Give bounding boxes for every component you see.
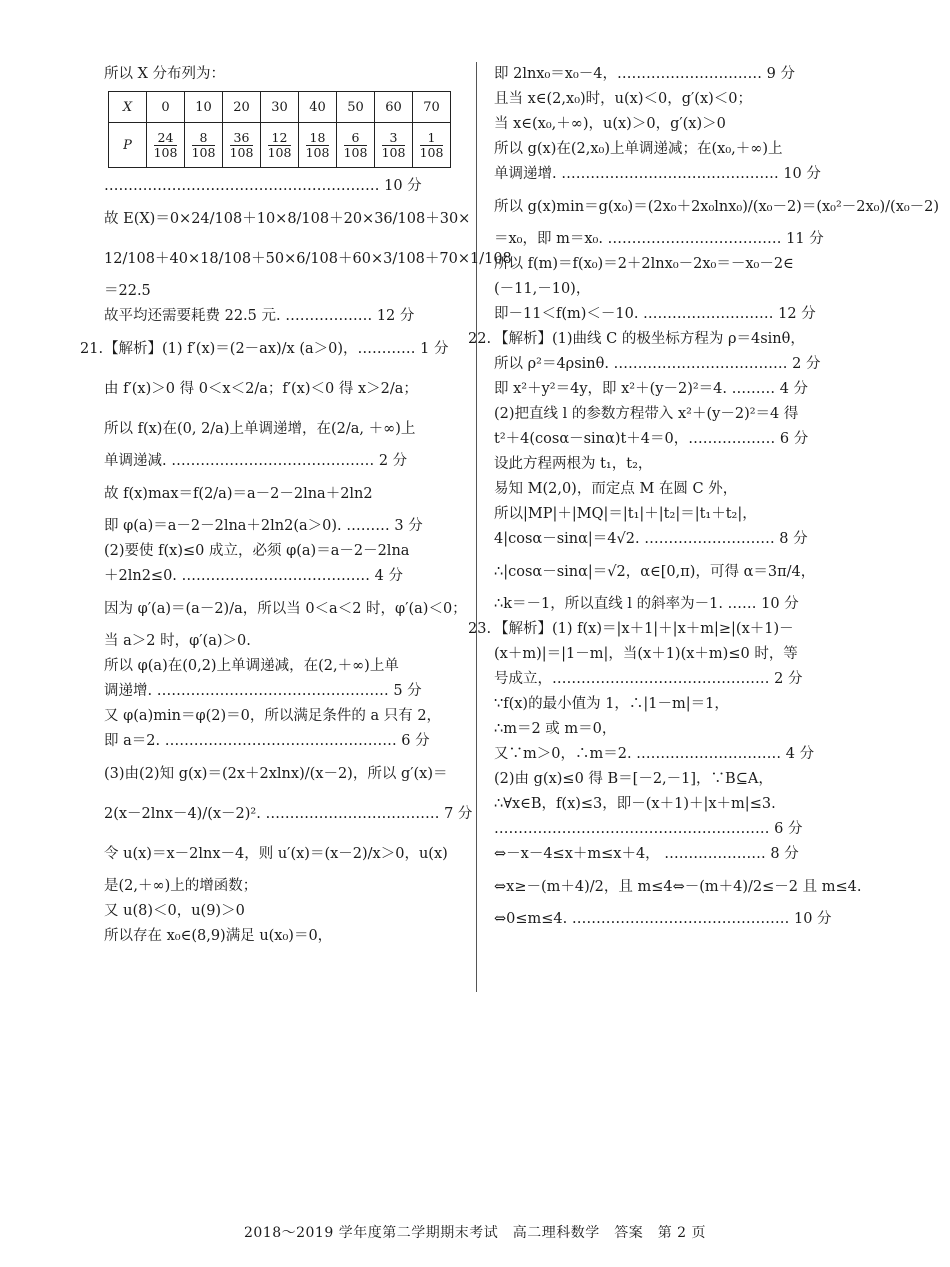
text-line xyxy=(494,642,874,667)
text-line xyxy=(104,174,460,199)
line-text: 易知 M(2,0)，而定点 M 在圆 C 外， xyxy=(494,481,738,497)
question-number: 21. xyxy=(80,341,104,357)
text-line xyxy=(104,564,460,589)
line-text: ∵f(x)的最小值为 1，∴|1－m|＝1， xyxy=(494,696,729,712)
line-text: 所以 g(x)min＝g(x₀)＝(2x₀＋2x₀lnx₀)/(x₀－2)＝(x₀²－2x₀)/(x₀－2) xyxy=(494,199,940,215)
line-text: 调递增. ………………………………………… 5 分 xyxy=(104,683,422,699)
text-line xyxy=(494,767,874,792)
text-line xyxy=(494,907,874,932)
text-line xyxy=(494,667,874,692)
line-text: ∴|cosα－sinα|＝√2，α∈[0,π)，可得 α＝3π/4， xyxy=(494,564,816,580)
line-text: 即 a＝2. ………………………………………… 6 分 xyxy=(104,733,430,749)
line-text: ∴m＝2 或 m＝0， xyxy=(494,721,617,737)
text-line xyxy=(494,277,874,302)
p-denominator: 108 xyxy=(267,144,292,160)
p-value-cell xyxy=(413,123,451,168)
text-line xyxy=(104,874,460,899)
p-row xyxy=(109,123,451,168)
text-line xyxy=(494,527,874,552)
text-line xyxy=(494,187,940,227)
line-text: 是(2,＋∞)上的增函数； xyxy=(104,878,258,894)
text-line xyxy=(104,589,467,629)
x-value-cell: 20 xyxy=(223,92,261,123)
text-line xyxy=(494,137,874,162)
p-denominator: 108 xyxy=(191,144,216,160)
text-line xyxy=(494,742,874,767)
line-text: 2(x－2lnx－4)/(x－2)². ……………………………… 7 分 xyxy=(104,806,473,822)
line-text: 号成立，……………………………………… 2 分 xyxy=(494,671,803,687)
right-content xyxy=(468,62,940,932)
x-value-cell: 40 xyxy=(299,92,337,123)
line-text: 且当 x∈(2,x₀)时，u(x)＜0，g′(x)＜0； xyxy=(494,91,753,107)
text-line xyxy=(104,729,460,754)
text-line xyxy=(468,617,874,642)
p-numerator: 24 xyxy=(154,131,178,146)
text-line xyxy=(104,794,473,834)
line-text: 由 f′(x)＞0 得 0＜x＜2/a；f′(x)＜0 得 x＞2/a； xyxy=(104,381,418,397)
text-line xyxy=(494,552,874,592)
text-line xyxy=(494,427,874,452)
p-numerator: 12 xyxy=(268,131,292,146)
text-line xyxy=(494,842,874,867)
text-line xyxy=(494,717,874,742)
text-line xyxy=(104,514,460,539)
line-text: 故 E(X)＝0×24/108＋10×8/108＋20×36/108＋30× xyxy=(104,211,471,227)
line-text: 又 φ(a)min＝φ(2)＝0，所以满足条件的 a 只有 2， xyxy=(104,708,442,724)
right-column xyxy=(468,62,940,932)
line-text: 设此方程两根为 t₁，t₂， xyxy=(494,456,653,472)
text-line xyxy=(494,377,874,402)
text-line xyxy=(494,62,874,87)
line-text: (－11,－10)， xyxy=(494,281,591,297)
line-text: 又 u(8)＜0，u(9)＞0 xyxy=(104,903,245,919)
p-value-cell xyxy=(223,123,261,168)
line-text: 即－11＜f(m)＜－10. ……………………… 12 分 xyxy=(494,306,816,322)
x-value-cell: 0 xyxy=(147,92,185,123)
p-denominator: 108 xyxy=(381,144,406,160)
p-numerator: 36 xyxy=(230,131,254,146)
page-footer: 2018～2019 学年度第二学期期末考试 高二理科数学 答案 第 2 页 xyxy=(243,1225,706,1241)
p-numerator: 8 xyxy=(192,131,216,146)
text-line xyxy=(104,409,460,449)
p-numerator: 1 xyxy=(420,131,444,146)
line-text: (2)由 g(x)≤0 得 B＝[－2,－1]，∵B⊆A， xyxy=(494,771,773,787)
line-text: ＝22.5 xyxy=(104,283,151,299)
distribution-table xyxy=(108,91,451,168)
text-line xyxy=(494,452,874,477)
p-numerator: 18 xyxy=(306,131,330,146)
p-value-cell xyxy=(337,123,375,168)
text-line xyxy=(494,817,874,842)
p-denominator: 108 xyxy=(305,144,330,160)
text-line xyxy=(494,502,874,527)
text-line xyxy=(494,477,874,502)
text-line xyxy=(104,474,460,514)
x-value-cell: 50 xyxy=(337,92,375,123)
line-text: (2)要使 f(x)≤0 成立，必须 φ(a)＝a－2－2lna xyxy=(104,543,410,559)
line-text: 所以存在 x₀∈(8,9)满足 u(x₀)＝0， xyxy=(104,928,333,944)
text-line xyxy=(494,302,874,327)
table-intro: 所以 X 分布列为： xyxy=(104,66,226,82)
p-denominator: 108 xyxy=(229,144,254,160)
line-text: 故 f(x)max＝f(2/a)＝a－2－2lna＋2ln2 xyxy=(104,486,373,502)
line-text: ＋2ln2≤0. ………………………………… 4 分 xyxy=(104,568,403,584)
text-line xyxy=(494,352,874,377)
line-text: 所以 ρ²＝4ρsinθ. ……………………………… 2 分 xyxy=(494,356,821,372)
line-text: 所以|MP|＋|MQ|＝|t₁|＋|t₂|＝|t₁＋t₂|， xyxy=(494,506,757,522)
x-value-cell: 70 xyxy=(413,92,451,123)
text-line xyxy=(494,87,874,112)
line-text: 所以 φ(a)在(0,2)上单调递减，在(2,＋∞)上单 xyxy=(104,658,399,674)
line-text: ⇔x≥－(m＋4)/2，且 m≤4⇔－(m＋4)/2≤－2 且 m≤4. xyxy=(494,879,862,895)
text-line xyxy=(104,754,460,794)
line-text: ⇔－x－4≤x＋m≤x＋4， ………………… 8 分 xyxy=(494,846,799,862)
text-line xyxy=(494,112,874,137)
text-line xyxy=(494,162,874,187)
line-text: 【解析】(1) f′(x)＝(2－ax)/x (a＞0)，………… 1 分 xyxy=(104,341,449,357)
p-value-cell xyxy=(261,123,299,168)
x-value-cell: 30 xyxy=(261,92,299,123)
line-text: 4|cosα－sinα|＝4√2. ……………………… 8 分 xyxy=(494,531,808,547)
text-line xyxy=(104,704,460,729)
text-line xyxy=(494,867,874,907)
line-text: 又∵m＞0，∴m＝2. ………………………… 4 分 xyxy=(494,746,815,762)
line-text: (x＋m)|＝|1－m|，当(x＋1)(x＋m)≤0 时，等 xyxy=(494,646,798,662)
line-text: (2)把直线 l 的参数方程带入 x²＋(y－2)²＝4 得 xyxy=(494,406,799,422)
line-text: 故平均还需要耗费 22.5 元. ……………… 12 分 xyxy=(104,308,415,324)
line-text: ………………………………………………… 6 分 xyxy=(494,821,803,837)
x-value-cell: 60 xyxy=(375,92,413,123)
line-text: 所以 g(x)在(2,x₀)上单调递减；在(x₀,＋∞)上 xyxy=(494,141,783,157)
p-denominator: 108 xyxy=(419,144,444,160)
p-value-cell xyxy=(375,123,413,168)
line-text: 单调递增. ……………………………………… 10 分 xyxy=(494,166,821,182)
text-line xyxy=(104,304,460,329)
text-line xyxy=(104,199,471,239)
line-text: (3)由(2)知 g(x)＝(2x＋2xlnx)/(x－2)，所以 g′(x)＝ xyxy=(104,766,448,782)
line-text: 【解析】(1) f(x)＝|x＋1|＋|x＋m|≥|(x＋1)－ xyxy=(494,621,794,637)
text-line xyxy=(104,924,460,949)
text-line xyxy=(494,252,874,277)
text-line xyxy=(494,402,874,427)
line-text: 即 x²＋y²＝4y，即 x²＋(y－2)²＝4. ……… 4 分 xyxy=(494,381,809,397)
text-line xyxy=(494,227,874,252)
text-line xyxy=(104,834,460,874)
question-number: 23. xyxy=(468,621,492,637)
text-line xyxy=(494,592,874,617)
line-text: 【解析】(1)曲线 C 的极坐标方程为 ρ＝4sinθ， xyxy=(494,331,805,347)
text-line xyxy=(104,449,460,474)
text-line xyxy=(494,792,874,817)
text-line xyxy=(104,679,460,704)
p-label: P xyxy=(109,123,147,168)
text-line xyxy=(104,629,460,654)
x-row xyxy=(109,92,451,123)
text-line xyxy=(104,899,460,924)
text-line xyxy=(104,239,512,279)
line-text: ………………………………………………… 10 分 xyxy=(104,178,422,194)
text-line xyxy=(468,327,874,352)
line-text: ∴∀x∈B，f(x)≤3，即－(x＋1)＋|x＋m|≤3. xyxy=(494,796,776,812)
question-number: 22. xyxy=(468,331,492,347)
line-text: 当 a＞2 时，φ′(a)＞0. xyxy=(104,633,251,649)
text-line xyxy=(104,654,460,679)
text-line xyxy=(104,539,460,564)
line-text: ⇔0≤m≤4. ……………………………………… 10 分 xyxy=(494,911,832,927)
p-denominator: 108 xyxy=(153,144,178,160)
x-label: X xyxy=(109,92,147,123)
line-text: 单调递减. …………………………………… 2 分 xyxy=(104,453,408,469)
line-text: 即 φ(a)＝a－2－2lna＋2ln2(a＞0). ……… 3 分 xyxy=(104,518,423,534)
text-line xyxy=(494,692,874,717)
column-divider xyxy=(476,62,477,992)
x-value-cell: 10 xyxy=(185,92,223,123)
line-text: 即 2lnx₀＝x₀－4，………………………… 9 分 xyxy=(494,66,795,82)
line-text: ＝x₀，即 m＝x₀. ……………………………… 11 分 xyxy=(494,231,824,247)
line-text: 因为 φ′(a)＝(a－2)/a，所以当 0＜a＜2 时，φ′(a)＜0； xyxy=(104,601,467,617)
p-value-cell xyxy=(185,123,223,168)
text-line xyxy=(104,279,460,304)
line-text: 当 x∈(x₀,＋∞)，u(x)＞0，g′(x)＞0 xyxy=(494,116,726,132)
line-text: 所以 f(m)＝f(x₀)＝2＋2lnx₀－2x₀＝－x₀－2∈ xyxy=(494,256,794,272)
text-line xyxy=(104,369,460,409)
p-denominator: 108 xyxy=(343,144,368,160)
p-value-cell xyxy=(147,123,185,168)
line-text: 12/108＋40×18/108＋50×6/108＋60×3/108＋70×1/108 xyxy=(104,251,512,267)
line-text: 令 u(x)＝x－2lnx－4，则 u′(x)＝(x－2)/x＞0，u(x) xyxy=(104,846,448,862)
text-line xyxy=(80,329,460,369)
p-numerator: 3 xyxy=(382,131,406,146)
line-text: ∴k＝－1，所以直线 l 的斜率为－1. …… 10 分 xyxy=(494,596,799,612)
line-text: 所以 f(x)在(0, 2/a)上单调递增，在(2/a, ＋∞)上 xyxy=(104,421,416,437)
p-numerator: 6 xyxy=(344,131,368,146)
line-text: t²＋4(cosα－sinα)t＋4＝0，……………… 6 分 xyxy=(494,431,809,447)
p-value-cell xyxy=(299,123,337,168)
